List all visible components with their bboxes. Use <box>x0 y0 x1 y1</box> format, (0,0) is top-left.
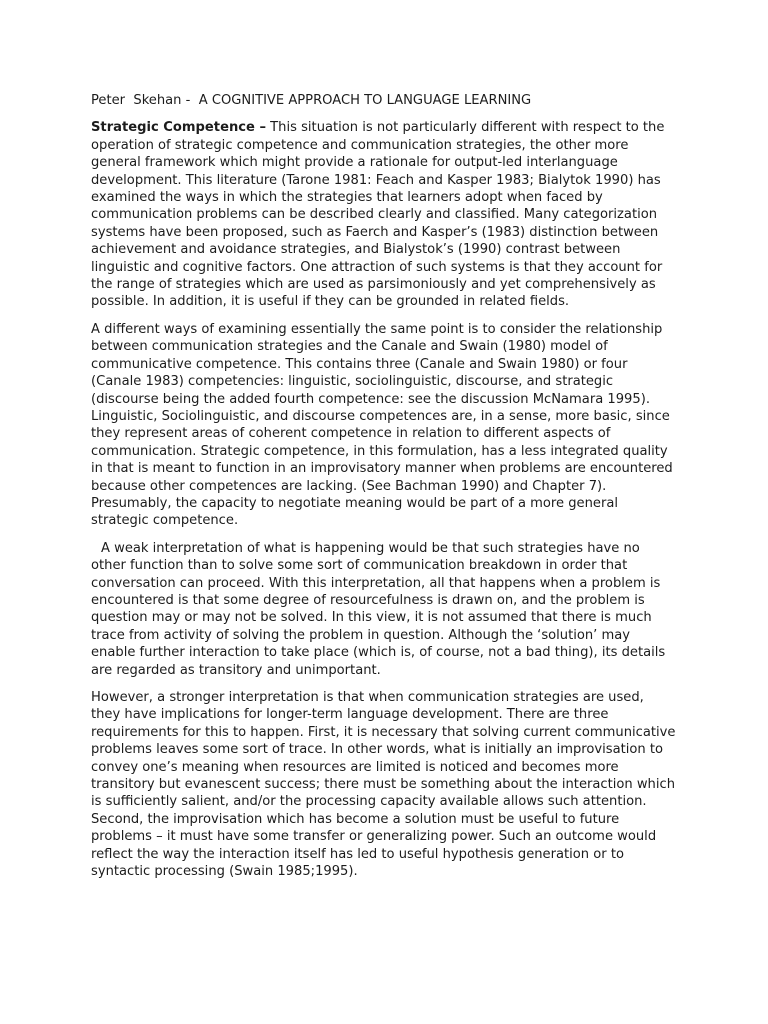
paragraph-strong-interpretation <box>91 689 677 880</box>
paragraph-text: A weak interpretation of what is happening would be that such strategies have no other function than to solve some sort of communication breakdown in order that conversation can proceed. With this interpretation, all that happens when a problem is encountered is that some degree of resourcefulness is drawn on, and the problem is question may or may not be solved. In this view, it is not assumed that there is much trace from activity of solving the problem in question. Although the ‘solution’ may enable further interaction to take place (which is, of course, not a bad thing), its details are regarded as transitory and unimportant. <box>91 540 666 678</box>
paragraph-strategic-competence <box>91 119 677 310</box>
paragraph-text: This situation is not particularly different with respect to the operation of strategic competence and communication strategies, the other more general framework which might provide a rationale for output-led interlanguage development. This literature (Tarone 1981: Feach and Kasper 1983; Bialytok 1990) has examined the ways in which the strategies that learners adopt when faced by communication problems can be described clearly and classified. Many categorization systems have been proposed, such as Faerch and Kasper’s (1983) distinction between achievement and avoidance strategies, and Bialystok’s (1990) contrast between linguistic and cognitive factors. One attraction of such systems is that they account for the range of strategies which are used as parsimoniously and yet comprehensively as possible. In addition, it is useful if they can be grounded in related fields. <box>91 120 665 310</box>
section-lead-heading: Strategic Competence – <box>91 120 267 136</box>
paragraph-text: However, a stronger interpretation is that when communication strategies are used, they have implications for longer-term language development. There are three requirements for this to happen. First, it is necessary that solving current communicative problems leaves some sort of trace. In other words, what is initially an improvisation to convey one’s meaning when resources are limited is noticed and becomes more transitory but evanescent success; there must be something about the interaction which is sufficiently salient, and/or the processing capacity available allows such attention. Second, the improvisation which has become a solution must be useful to future problems – it must have some transfer or generalizing power. Such an outcome would reflect the way the interaction itself has led to useful hypothesis generation or to syntactic processing (Swain 1985;1995). <box>91 690 676 880</box>
paragraph-text: A different ways of examining essentially the same point is to consider the relationship between communication strategies and the Canale and Swain (1980) model of communicative competence. This contains three (Canale and Swain 1980) or four (Canale 1983) competencies: linguistic, sociolinguistic, discourse, and strategic (discourse being the added fourth competence: see the discussion McNamara 1995). Linguistic, Sociolinguistic, and discourse competences are, in a sense, more basic, since they represent areas of coherent competence in relation to different aspects of communication. Strategic competence, in this formulation, has a less integrated quality in that is meant to function in an improvisatory manner when problems are encountered because other competences are lacking. (See Bachman 1990) and Chapter 7). Presumably, the capacity to negotiate meaning would be part of a more general strategic competence. <box>91 321 673 529</box>
paragraph-canale-swain <box>91 321 677 530</box>
document-header: Peter Skehan - A COGNITIVE APPROACH TO LANGUAGE LEARNING <box>91 93 532 108</box>
document-page <box>91 92 677 890</box>
paragraph-weak-interpretation <box>91 540 677 679</box>
